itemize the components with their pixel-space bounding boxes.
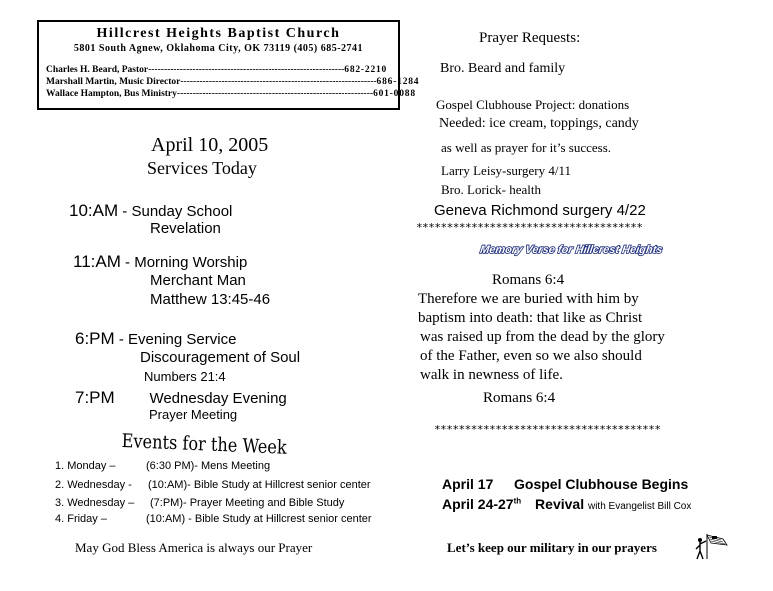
announcement-date: April 17 [442,476,494,492]
memory-verse-banner-text: Memory Verse for Hillcrest Heights [479,244,664,256]
staff-dots: -------------------------------------------------------------- [176,89,374,99]
service-topic: Prayer Meeting [149,407,238,422]
prayer-item: as well as prayer for it’s success. [441,140,612,155]
event-detail: (7:PM)- Prayer Meeting and Bible Study [150,497,345,509]
staff-pastor [46,65,386,75]
services-heading: Services Today [147,158,257,178]
announcement-clubhouse [442,476,688,492]
service-time: 6:PM [75,329,115,348]
event-day: 1. Monday – [55,460,116,472]
prayer-item: Bro. Lorick- health [441,182,541,197]
event-item [55,460,270,472]
service-time: 7:PM [75,388,115,407]
church-name: Hillcrest Heights Baptist Church [96,26,341,41]
verse-line: of the Father, even so we also should [420,348,642,364]
prayer-heading: Prayer Requests: [479,30,581,46]
announcement-text: Revival [535,496,585,512]
footer-right: Let’s keep our military in our prayers [447,540,657,555]
service-topic: Revelation [150,220,221,237]
staff-bus [46,89,416,99]
prayer-item: Needed: ice cream, toppings, candy [439,116,639,131]
prayer-item: Geneva Richmond surgery 4/22 [434,202,646,219]
announcement-date: April 24-27 [442,496,514,512]
event-item [55,513,372,525]
event-detail: (10:AM)- Bible Study at Hillcrest senior center [148,479,371,491]
service-time: 11:AM [73,252,121,271]
church-header-box [37,20,420,110]
prayer-item: Gospel Clubhouse Project: donations [436,97,630,112]
memory-verse-banner [479,237,664,259]
staff-pastor-phone: 682-2210 [344,65,388,75]
event-day: 2. Wednesday - [55,479,132,491]
soldier-flag-icon [693,531,731,561]
divider-stars: ************************************* [434,423,661,436]
staff-music-label: Marshall Martin, Music Director [46,77,181,87]
verse-reference: Romans 6:4 [492,272,565,288]
footer-left: May God Bless America is always our Prayer [75,540,313,555]
staff-dots: -------------------------------------------------------------- [148,65,345,75]
staff-pastor-label: Charles H. Beard, Pastor [46,65,149,75]
event-item [55,497,344,509]
announcement-revival [442,496,691,512]
service-name: Morning Worship [134,254,248,271]
staff-bus-label: Wallace Hampton, Bus Ministry [46,89,177,99]
event-detail: (6:30 PM)- Mens Meeting [146,460,271,472]
service-name: Wednesday Evening [149,390,287,407]
bulletin-date: April 10, 2005 [151,134,269,156]
church-address: 5801 South Agnew, Oklahoma City, OK 73119 (405) 685-2741 [73,43,364,54]
staff-music-phone: 686-1284 [376,77,420,87]
service-scripture: Numbers 21:4 [144,369,226,384]
event-day: 3. Wednesday – [55,497,135,509]
prayer-heading-text: Prayer Requests [479,30,577,46]
service-sunday-school: 10:AM - Sunday School [69,201,233,220]
verse-line: Therefore we are buried with him by [418,291,639,307]
event-day: 4. Friday – [55,513,107,525]
verse-reference: Romans 6:4 [483,390,556,406]
service-scripture: Matthew 13:45-46 [150,291,271,308]
event-detail: (10:AM) - Bible Study at Hillcrest senior center [146,513,372,525]
service-time: 10:AM [69,201,119,220]
service-topic: Merchant Man [150,272,246,289]
verse-line: baptism into death: that like as Christ [418,310,643,326]
prayer-item: Larry Leisy-surgery 4/11 [441,163,571,178]
service-name: Sunday School [131,203,233,220]
staff-music [46,77,420,87]
event-item [55,479,371,491]
divider-stars: ************************************* [416,221,643,234]
service-evening: 6:PM - Evening Service [75,329,237,348]
service-topic: Discouragement of Soul [140,349,301,366]
service-name: Evening Service [128,331,237,348]
events-title: Events for the Week [121,430,288,459]
prayer-item: Bro. Beard and family [440,61,566,76]
service-morning-worship: 11:AM - Morning Worship [73,252,248,271]
announcement-text: Gospel Clubhouse Begins [514,476,689,492]
announcement-extra: with Evangelist Bill Cox [587,501,692,512]
verse-line: walk in newness of life. [420,367,563,383]
staff-dots: -------------------------------------------------------------- [180,77,377,87]
announcement-date-suffix: th [513,496,522,506]
service-wednesday [75,388,287,408]
staff-bus-phone: 601-0088 [373,89,416,99]
verse-line: was raised up from the dead by the glory [420,329,665,345]
